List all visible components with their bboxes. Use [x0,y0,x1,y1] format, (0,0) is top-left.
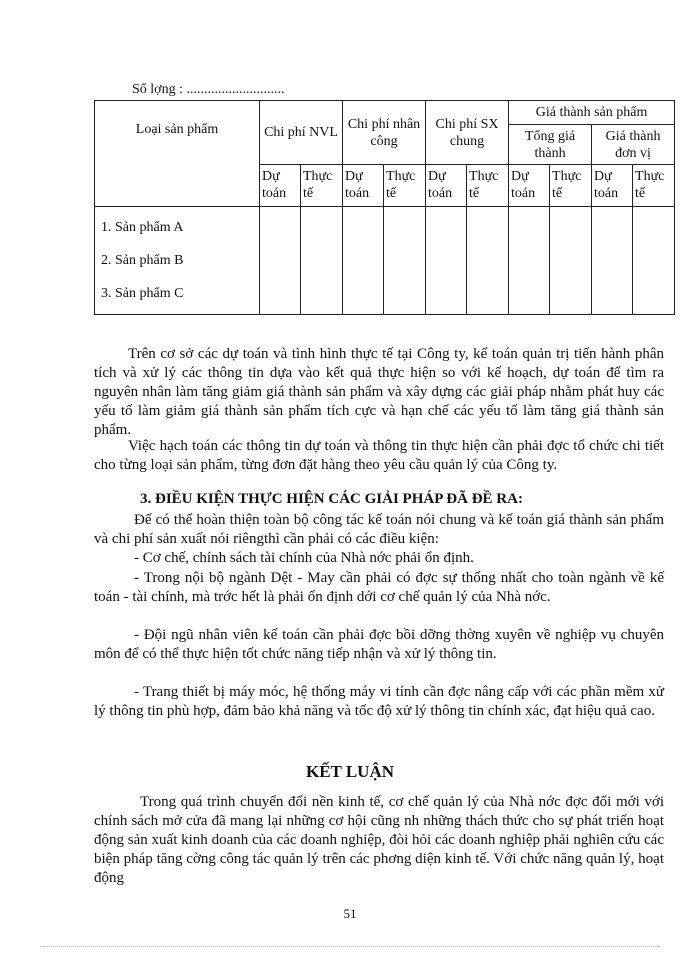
empty-cell [260,207,301,315]
empty-cell [550,207,592,315]
so-luong-line: Sổ lợng : ............................ [132,82,285,97]
product-price-header: Giá thành sản phẩm [509,101,675,125]
empty-cell [426,207,467,315]
actual-col: Thực tế [550,165,592,207]
bullet-item: - Cơ chế, chính sách tài chính của Nhà nớc phải ổn định. [134,550,474,566]
table-row: 3. Sản phẩm C [101,286,184,301]
empty-cell [509,207,550,315]
paragraph: Việc hạch toán các thông tin dự toán và thông tin thực hiện cần phải đợc tổ chức chi tiết cho từng loại sản phẩm, từng đơn đặt hàng theo yêu cầu quản lý của Công ty. [94,438,664,473]
actual-col: Thực tế [633,165,675,207]
overhead-cost-header: Chi phí SX chung [426,101,509,165]
table-row: 2. Sản phẩm B [101,253,184,268]
nvl-cost-header: Chi phí NVL [260,101,343,165]
empty-cell [592,207,633,315]
unit-price-header: Giá thành đơn vị [592,125,675,165]
estimate-col: Dự toán [592,165,633,207]
labor-cost-header: Chi phí nhân công [343,101,426,165]
estimate-col: Dự toán [343,165,384,207]
estimate-col: Dự toán [509,165,550,207]
empty-cell [467,207,509,315]
total-price-header: Tổng giá thành [509,125,592,165]
empty-cell [343,207,384,315]
conclusion-title: KẾT LUẬN [305,762,394,781]
paragraph: Để có thể hoàn thiện toàn bộ công tác kế toán nói chung và kế toán giá thành sản phẩm và chi phí sản xuất nói riêngthì cần phải có các điều kiện: [94,512,664,547]
product-list [95,207,260,315]
bullet-item: - Trong nội bộ ngành Dệt - May cần phải có đợc sự thống nhất cho toàn ngành về kế toán - tài chính, mà trớc hết là phải ổn định dới cơ chế quản lý của Nhà nớc. [94,570,664,605]
paragraph: Trong quá trình chuyển đổi nền kinh tế, cơ chế quản lý của Nhà nớc đợc đổi mới với chính sách mở cửa đã mang lại những cơ hội cũng nh những thách thức cho sự phát triển hoạt động sản xuất kinh doanh của các doanh nghiệp, đòi hỏi các doanh nghiệp phải nghiên cứu các biện pháp tăng cờng công tác quản lý trên các phơng diện kinh tế. Với chức năng quản lý, hoạt động [94,794,664,886]
actual-col: Thực tế [384,165,426,207]
estimate-col: Dự toán [260,165,301,207]
empty-cell [384,207,426,315]
empty-cell [633,207,675,315]
page-number: 51 [343,906,357,921]
cost-table [94,100,675,315]
actual-col: Thực tế [301,165,343,207]
table-row: 1. Sản phẩm A [101,220,184,235]
estimate-col: Dự toán [426,165,467,207]
actual-col: Thực tế [467,165,509,207]
bullet-item: - Trang thiết bị máy móc, hệ thống máy vi tính cần đợc nâng cấp với các phần mềm xử lý thông tin phù hợp, đảm bảo khả năng và tốc độ xử lý thông tin chính xác, đạt hiệu quả cao. [94,684,664,719]
bottom-divider [40,946,660,947]
section-heading: 3. ĐIỀU KIỆN THỰC HIỆN CÁC GIẢI PHÁP ĐÃ ĐỀ RA: [140,491,523,507]
bullet-item: - Đội ngũ nhân viên kế toán cần phải đợc bồi dỡng thờng xuyên về nghiệp vụ chuyên môn để có thể thực hiện tốt chức năng tiếp nhận và xử lý thông tin. [94,627,664,662]
paragraph: Trên cơ sở các dự toán và tình hình thực tế tại Công ty, kế toán quản trị tiến hành phân tích và xử lý các thông tin dựa vào kết quả thực hiện so với kế hoạch, dự toán để tìm ra nguyên nhân làm tăng giảm giá thành sản phẩm và xây dựng các giải pháp nhằm phát huy các yếu tố làm giảm giá thành sản phẩm tích cực và hạn chế các yếu tố làm tăng giá thành sản phẩm. [94,346,664,438]
empty-cell [301,207,343,315]
product-type-header: Loại sản phẩm [95,101,260,207]
